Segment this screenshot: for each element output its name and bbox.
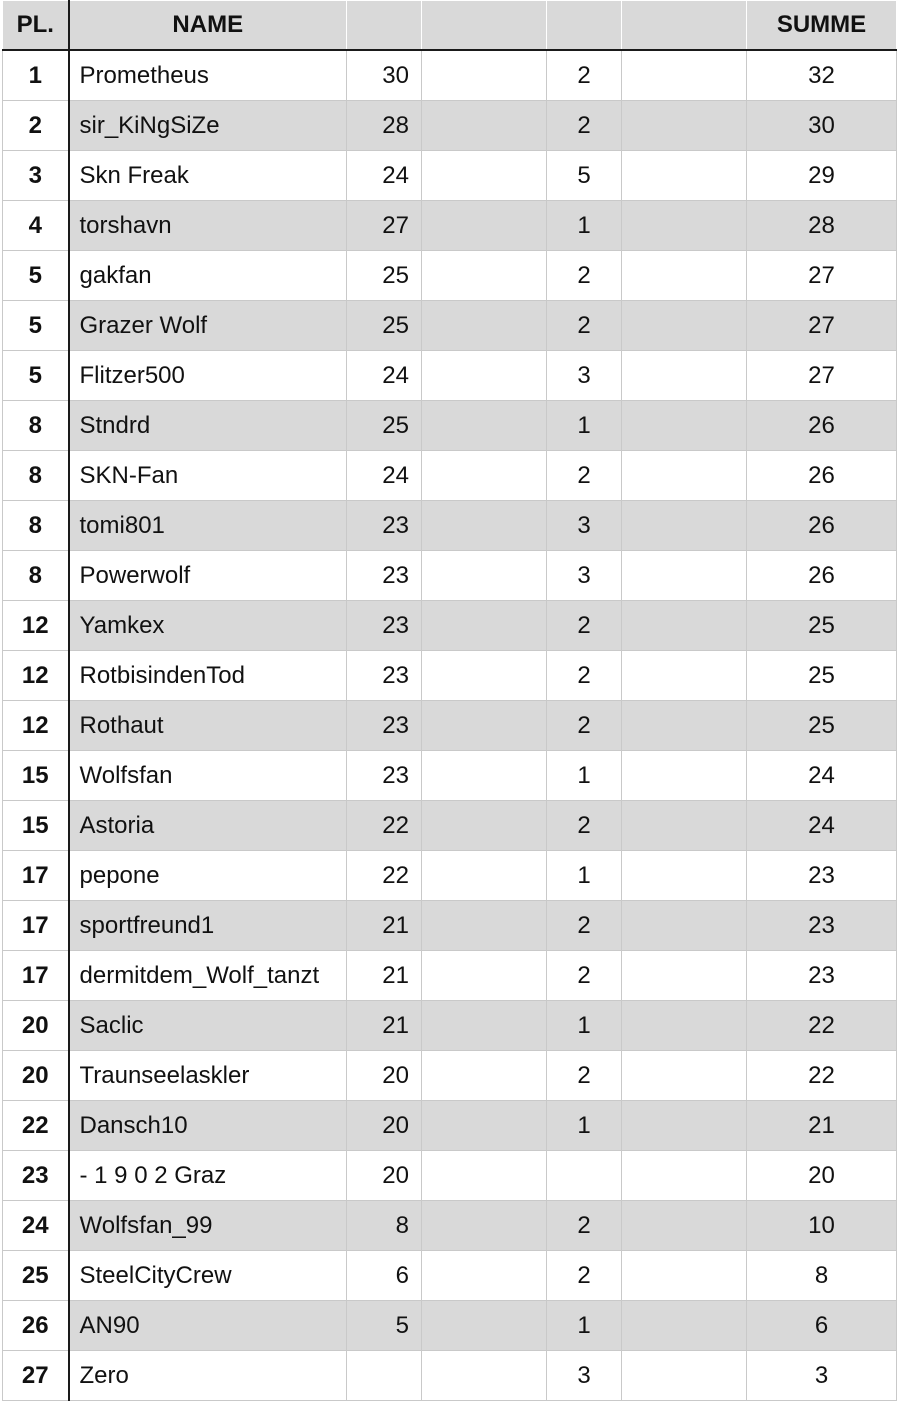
cell-place: 8 [3, 451, 69, 501]
cell-col-b [422, 501, 547, 551]
cell-col-c: 1 [547, 1001, 622, 1051]
cell-col-d [622, 1251, 747, 1301]
cell-summe: 6 [747, 1301, 897, 1351]
table-row [3, 1001, 897, 1051]
cell-place: 4 [3, 201, 69, 251]
header-row [3, 1, 897, 51]
cell-col-a: 24 [347, 151, 422, 201]
cell-summe: 25 [747, 601, 897, 651]
cell-col-a: 5 [347, 1301, 422, 1351]
cell-place: 5 [3, 351, 69, 401]
cell-place: 12 [3, 651, 69, 701]
cell-col-c: 2 [547, 251, 622, 301]
cell-name: sir_KiNgSiZe [69, 101, 347, 151]
cell-col-d [622, 1051, 747, 1101]
cell-col-b [422, 151, 547, 201]
cell-place: 8 [3, 551, 69, 601]
table-row [3, 1151, 897, 1201]
header-col-a [347, 1, 422, 51]
table-row [3, 351, 897, 401]
cell-col-c: 5 [547, 151, 622, 201]
cell-col-c: 3 [547, 351, 622, 401]
cell-col-a: 8 [347, 1201, 422, 1251]
cell-summe: 27 [747, 251, 897, 301]
cell-col-c [547, 1151, 622, 1201]
cell-name: SteelCityCrew [69, 1251, 347, 1301]
cell-name: tomi801 [69, 501, 347, 551]
cell-place: 27 [3, 1351, 69, 1401]
cell-col-b [422, 351, 547, 401]
table-row [3, 601, 897, 651]
cell-col-b [422, 601, 547, 651]
cell-col-b [422, 50, 547, 101]
cell-place: 8 [3, 501, 69, 551]
cell-summe: 27 [747, 351, 897, 401]
cell-summe: 24 [747, 801, 897, 851]
cell-col-a: 24 [347, 451, 422, 501]
cell-place: 5 [3, 301, 69, 351]
cell-col-d [622, 251, 747, 301]
cell-place: 1 [3, 50, 69, 101]
cell-col-c: 2 [547, 701, 622, 751]
cell-summe: 8 [747, 1251, 897, 1301]
cell-col-b [422, 1251, 547, 1301]
cell-col-c: 1 [547, 751, 622, 801]
cell-col-d [622, 101, 747, 151]
cell-place: 8 [3, 401, 69, 451]
cell-col-a: 21 [347, 951, 422, 1001]
cell-col-a: 25 [347, 401, 422, 451]
cell-col-b [422, 951, 547, 1001]
cell-col-d [622, 301, 747, 351]
cell-col-d [622, 501, 747, 551]
header-name: NAME [69, 1, 347, 51]
cell-name: Rothaut [69, 701, 347, 751]
cell-col-a: 28 [347, 101, 422, 151]
cell-col-c: 2 [547, 1051, 622, 1101]
cell-col-b [422, 101, 547, 151]
cell-place: 25 [3, 1251, 69, 1301]
cell-col-a: 20 [347, 1101, 422, 1151]
cell-place: 2 [3, 101, 69, 151]
cell-place: 3 [3, 151, 69, 201]
cell-place: 12 [3, 601, 69, 651]
table-row [3, 851, 897, 901]
table-row [3, 551, 897, 601]
header-pl: PL. [3, 1, 69, 51]
cell-place: 17 [3, 851, 69, 901]
cell-col-b [422, 401, 547, 451]
cell-col-b [422, 651, 547, 701]
cell-place: 20 [3, 1001, 69, 1051]
cell-col-d [622, 151, 747, 201]
cell-col-b [422, 451, 547, 501]
cell-col-a: 25 [347, 301, 422, 351]
cell-col-a: 23 [347, 601, 422, 651]
cell-col-b [422, 1351, 547, 1401]
cell-col-a: 20 [347, 1151, 422, 1201]
cell-summe: 25 [747, 651, 897, 701]
cell-col-d [622, 851, 747, 901]
cell-summe: 26 [747, 401, 897, 451]
table-header [3, 1, 897, 51]
header-summe: SUMME [747, 1, 897, 51]
table-row [3, 501, 897, 551]
cell-place: 12 [3, 701, 69, 751]
table-row [3, 251, 897, 301]
cell-summe: 20 [747, 1151, 897, 1201]
cell-summe: 23 [747, 851, 897, 901]
cell-col-d [622, 901, 747, 951]
cell-name: Stndrd [69, 401, 347, 451]
cell-col-d [622, 801, 747, 851]
cell-col-d [622, 1351, 747, 1401]
table-row [3, 1301, 897, 1351]
cell-col-b [422, 751, 547, 801]
table-row [3, 901, 897, 951]
cell-col-d [622, 201, 747, 251]
table-row [3, 701, 897, 751]
cell-col-d [622, 1001, 747, 1051]
cell-col-c: 1 [547, 851, 622, 901]
cell-col-a: 21 [347, 1001, 422, 1051]
cell-name: AN90 [69, 1301, 347, 1351]
cell-col-b [422, 551, 547, 601]
cell-name: Grazer Wolf [69, 301, 347, 351]
table-row [3, 1251, 897, 1301]
cell-col-c: 2 [547, 901, 622, 951]
ranking-table [2, 0, 897, 1401]
cell-name: Wolfsfan [69, 751, 347, 801]
cell-col-b [422, 1301, 547, 1351]
cell-name: Astoria [69, 801, 347, 851]
cell-name: dermitdem_Wolf_tanzt [69, 951, 347, 1001]
cell-col-b [422, 851, 547, 901]
cell-name: Dansch10 [69, 1101, 347, 1151]
cell-col-b [422, 1101, 547, 1151]
cell-col-b [422, 701, 547, 751]
table-row [3, 301, 897, 351]
header-col-b [422, 1, 547, 51]
cell-place: 17 [3, 951, 69, 1001]
cell-col-b [422, 801, 547, 851]
cell-col-a: 23 [347, 701, 422, 751]
table-row [3, 1051, 897, 1101]
cell-name: Traunseelaskler [69, 1051, 347, 1101]
cell-col-d [622, 1101, 747, 1151]
cell-col-d [622, 351, 747, 401]
cell-summe: 3 [747, 1351, 897, 1401]
cell-col-d [622, 401, 747, 451]
cell-col-c: 2 [547, 951, 622, 1001]
cell-summe: 26 [747, 451, 897, 501]
cell-col-a: 25 [347, 251, 422, 301]
cell-summe: 30 [747, 101, 897, 151]
cell-col-d [622, 451, 747, 501]
cell-col-d [622, 1151, 747, 1201]
cell-name: torshavn [69, 201, 347, 251]
table-row [3, 1201, 897, 1251]
table-row [3, 951, 897, 1001]
cell-name: Skn Freak [69, 151, 347, 201]
cell-summe: 24 [747, 751, 897, 801]
cell-place: 24 [3, 1201, 69, 1251]
table-row [3, 1101, 897, 1151]
cell-col-a: 22 [347, 801, 422, 851]
cell-summe: 23 [747, 901, 897, 951]
cell-summe: 23 [747, 951, 897, 1001]
cell-name: - 1 9 0 2 Graz [69, 1151, 347, 1201]
cell-col-a: 23 [347, 651, 422, 701]
cell-col-c: 3 [547, 501, 622, 551]
cell-col-a [347, 1351, 422, 1401]
cell-col-a: 27 [347, 201, 422, 251]
cell-place: 26 [3, 1301, 69, 1351]
cell-col-d [622, 701, 747, 751]
cell-summe: 29 [747, 151, 897, 201]
cell-summe: 26 [747, 551, 897, 601]
cell-name: Zero [69, 1351, 347, 1401]
cell-col-c: 3 [547, 551, 622, 601]
header-col-c [547, 1, 622, 51]
cell-summe: 26 [747, 501, 897, 551]
cell-col-a: 30 [347, 50, 422, 101]
cell-col-d [622, 551, 747, 601]
cell-col-d [622, 1201, 747, 1251]
cell-col-a: 22 [347, 851, 422, 901]
cell-name: RotbisindenTod [69, 651, 347, 701]
cell-col-b [422, 301, 547, 351]
cell-col-c: 2 [547, 651, 622, 701]
cell-col-c: 1 [547, 1101, 622, 1151]
table-row [3, 651, 897, 701]
cell-col-b [422, 1151, 547, 1201]
cell-col-b [422, 201, 547, 251]
table-row [3, 101, 897, 151]
cell-col-a: 23 [347, 501, 422, 551]
cell-col-b [422, 1201, 547, 1251]
cell-col-d [622, 50, 747, 101]
table-row [3, 751, 897, 801]
cell-col-c: 2 [547, 801, 622, 851]
cell-name: Wolfsfan_99 [69, 1201, 347, 1251]
cell-col-c: 2 [547, 601, 622, 651]
cell-place: 17 [3, 901, 69, 951]
cell-name: Yamkex [69, 601, 347, 651]
cell-name: Powerwolf [69, 551, 347, 601]
cell-name: Flitzer500 [69, 351, 347, 401]
cell-summe: 21 [747, 1101, 897, 1151]
cell-col-c: 1 [547, 1301, 622, 1351]
cell-summe: 22 [747, 1051, 897, 1101]
cell-summe: 27 [747, 301, 897, 351]
table-row [3, 451, 897, 501]
cell-summe: 22 [747, 1001, 897, 1051]
table-row [3, 401, 897, 451]
cell-col-c: 2 [547, 101, 622, 151]
cell-name: pepone [69, 851, 347, 901]
cell-col-c: 2 [547, 1201, 622, 1251]
table-row [3, 201, 897, 251]
cell-col-a: 23 [347, 551, 422, 601]
cell-summe: 25 [747, 701, 897, 751]
cell-name: SKN-Fan [69, 451, 347, 501]
cell-col-d [622, 951, 747, 1001]
cell-col-c: 3 [547, 1351, 622, 1401]
cell-name: sportfreund1 [69, 901, 347, 951]
cell-summe: 28 [747, 201, 897, 251]
cell-place: 15 [3, 801, 69, 851]
cell-place: 22 [3, 1101, 69, 1151]
cell-place: 23 [3, 1151, 69, 1201]
table-body [3, 50, 897, 1401]
cell-col-a: 21 [347, 901, 422, 951]
table-row [3, 801, 897, 851]
cell-summe: 10 [747, 1201, 897, 1251]
cell-name: Prometheus [69, 50, 347, 101]
cell-name: gakfan [69, 251, 347, 301]
cell-col-a: 24 [347, 351, 422, 401]
cell-name: Saclic [69, 1001, 347, 1051]
cell-col-c: 1 [547, 201, 622, 251]
header-col-d [622, 1, 747, 51]
cell-col-d [622, 651, 747, 701]
cell-col-c: 2 [547, 301, 622, 351]
cell-col-d [622, 751, 747, 801]
cell-col-b [422, 901, 547, 951]
cell-col-d [622, 1301, 747, 1351]
cell-col-b [422, 1051, 547, 1101]
cell-place: 20 [3, 1051, 69, 1101]
table-row [3, 151, 897, 201]
cell-col-c: 1 [547, 401, 622, 451]
cell-col-d [622, 601, 747, 651]
table-row [3, 50, 897, 101]
cell-col-a: 6 [347, 1251, 422, 1301]
cell-summe: 32 [747, 50, 897, 101]
cell-col-b [422, 1001, 547, 1051]
table-row [3, 1351, 897, 1401]
cell-col-b [422, 251, 547, 301]
cell-col-c: 2 [547, 1251, 622, 1301]
cell-col-c: 2 [547, 451, 622, 501]
cell-col-a: 23 [347, 751, 422, 801]
cell-col-a: 20 [347, 1051, 422, 1101]
cell-col-c: 2 [547, 50, 622, 101]
cell-place: 5 [3, 251, 69, 301]
cell-place: 15 [3, 751, 69, 801]
